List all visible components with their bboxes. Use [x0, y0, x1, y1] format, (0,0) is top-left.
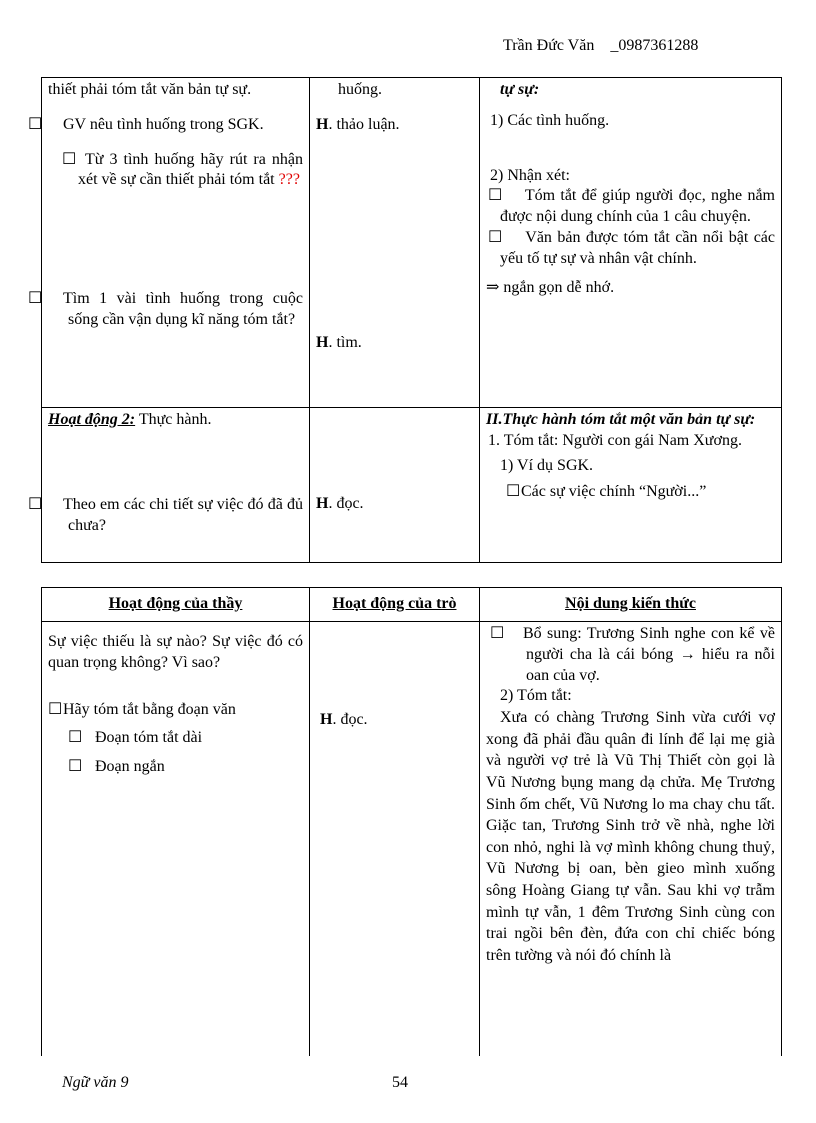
column-header-knowledge: Nội dung kiến thức — [480, 588, 782, 622]
student-answer: H. đọc. — [316, 495, 364, 512]
square-bullet-icon: ☐ — [68, 758, 83, 776]
knowledge-item: 1) Ví dụ SGK. — [500, 456, 594, 474]
square-bullet-icon: ☐ — [506, 483, 521, 501]
square-bullet-icon: ☐ — [28, 495, 43, 513]
knowledge-continued-heading: tự sự: — [500, 81, 540, 98]
knowledge-item: 1) Các tình huống. — [490, 111, 610, 129]
question-marks: ??? — [278, 171, 300, 189]
square-bullet-icon: ☐ — [48, 700, 63, 718]
summary-paragraph: Xưa có chàng Trương Sinh vừa cưới vợ xong đã phải đầu quân đi lính để lại mẹ già và người vợ trẻ là Vũ Thị Thiết còn gọi là Vũ Nương bụng mang dạ chửa. Mẹ Trương Sinh ốm chết, Vũ Nương lo ma chay chu tất. Giặc tan, Trương Sinh trở về nhà, nghe lời con nhỏ, nghi là vợ mình không chung thuỷ, Vũ Nương bị oan, bèn gieo mình xuống sông Hoàng Giang tự vẫn. Sau khi vợ trẫm mình tự vẫn, 1 đêm Trương Sinh cùng con trai ngồi bên đèn, đứa con chỉ chiếc bóng trên tường và nói đó chính là — [486, 709, 775, 964]
square-bullet-icon: ☐ — [28, 115, 43, 133]
knowledge-item: ☐ Tóm tắt để giúp người đọc, nghe nắm được nội dung chính của 1 câu chuyện. — [488, 187, 775, 226]
square-bullet-icon: ☐ — [488, 187, 503, 205]
student-answer: H. thảo luận. — [316, 115, 400, 133]
section-heading: II.Thực hành tóm tắt một văn bản tự sự: — [486, 411, 756, 428]
knowledge-item: ☐ Bổ sung: Trương Sinh nghe con kể về người cha là cái bóng → hiểu ra nỗi oan của vợ. — [490, 625, 775, 684]
knowledge-cell — [480, 78, 782, 408]
page-header — [503, 36, 698, 57]
teacher-question: ☐ Tìm 1 vài tình huống trong cuộc sống cần vận dụng kĩ năng tóm tắt? — [28, 290, 303, 328]
square-bullet-icon: ☐ — [28, 290, 43, 308]
knowledge-item: 2) Tóm tắt: — [500, 687, 572, 705]
teacher-question: ☐Hãy tóm tắt bằng đoạn văn — [48, 700, 303, 721]
knowledge-cell — [480, 408, 782, 563]
teacher-question: ☐ GV nêu tình huống trong SGK. — [48, 115, 303, 136]
knowledge-item: ☐Các sự việc chính “Người...” — [486, 482, 775, 503]
teacher-continued-text: thiết phải tóm tắt văn bản tự sự. — [48, 81, 252, 98]
square-bullet-icon: ☐ — [488, 228, 503, 246]
teacher-question: Sự việc thiếu là sự nào? Sự việc đó có quan trọng không? Vì sao? — [48, 633, 303, 671]
knowledge-conclusion: ⇒ ngắn gọn dễ nhớ. — [486, 278, 615, 296]
page-number: 54 — [392, 1074, 408, 1091]
author-phone: _0987361288 — [610, 37, 699, 54]
table-row — [42, 408, 782, 563]
student-answer: H. tìm. — [316, 333, 362, 351]
knowledge-item: 2) Nhận xét: — [490, 166, 570, 184]
table-row — [42, 622, 782, 1056]
column-header-teacher: Hoạt động của thầy — [42, 588, 310, 622]
square-bullet-icon: ☐ — [68, 729, 83, 747]
teacher-activity-cell — [42, 622, 310, 1056]
knowledge-cell — [480, 622, 782, 1056]
footer-subject: Ngữ văn 9 — [62, 1074, 129, 1091]
teacher-question: ☐ Theo em các chi tiết sự việc đó đã đủ chưa? — [28, 495, 303, 534]
knowledge-item: 1. Tóm tắt: Người con gái Nam Xương. — [488, 431, 742, 449]
table-header-row — [42, 588, 782, 622]
student-activity-cell — [310, 78, 480, 408]
column-header-student: Hoạt động của trò — [310, 588, 480, 622]
student-answer: H. đọc. — [320, 711, 368, 728]
lesson-table — [41, 587, 782, 1056]
student-activity-cell — [310, 408, 480, 563]
student-continued-text: huống. — [338, 81, 382, 98]
teacher-question: ☐ Từ 3 tình huống hãy rút ra nhận xét về sự cần thiết phải tóm tắt ??? — [62, 150, 303, 189]
table-row — [42, 78, 782, 408]
activity-title: Hoạt động 2: Thực hành. — [48, 411, 212, 428]
teacher-subitem: ☐ Đoạn ngắn — [48, 757, 303, 778]
author-name: Trần Đức Văn — [503, 37, 595, 54]
lesson-table-continued — [28, 77, 782, 563]
square-bullet-icon: ☐ — [62, 150, 77, 168]
student-activity-cell — [310, 622, 480, 1056]
teacher-activity-cell — [28, 78, 310, 408]
teacher-subitem: ☐ Đoạn tóm tắt dài — [48, 728, 303, 749]
teacher-activity-cell — [28, 408, 310, 563]
knowledge-item: ☐ Văn bản được tóm tắt cần nổi bật các yếu tố tự sự và nhân vật chính. — [488, 228, 776, 267]
square-bullet-icon: ☐ — [490, 625, 505, 642]
